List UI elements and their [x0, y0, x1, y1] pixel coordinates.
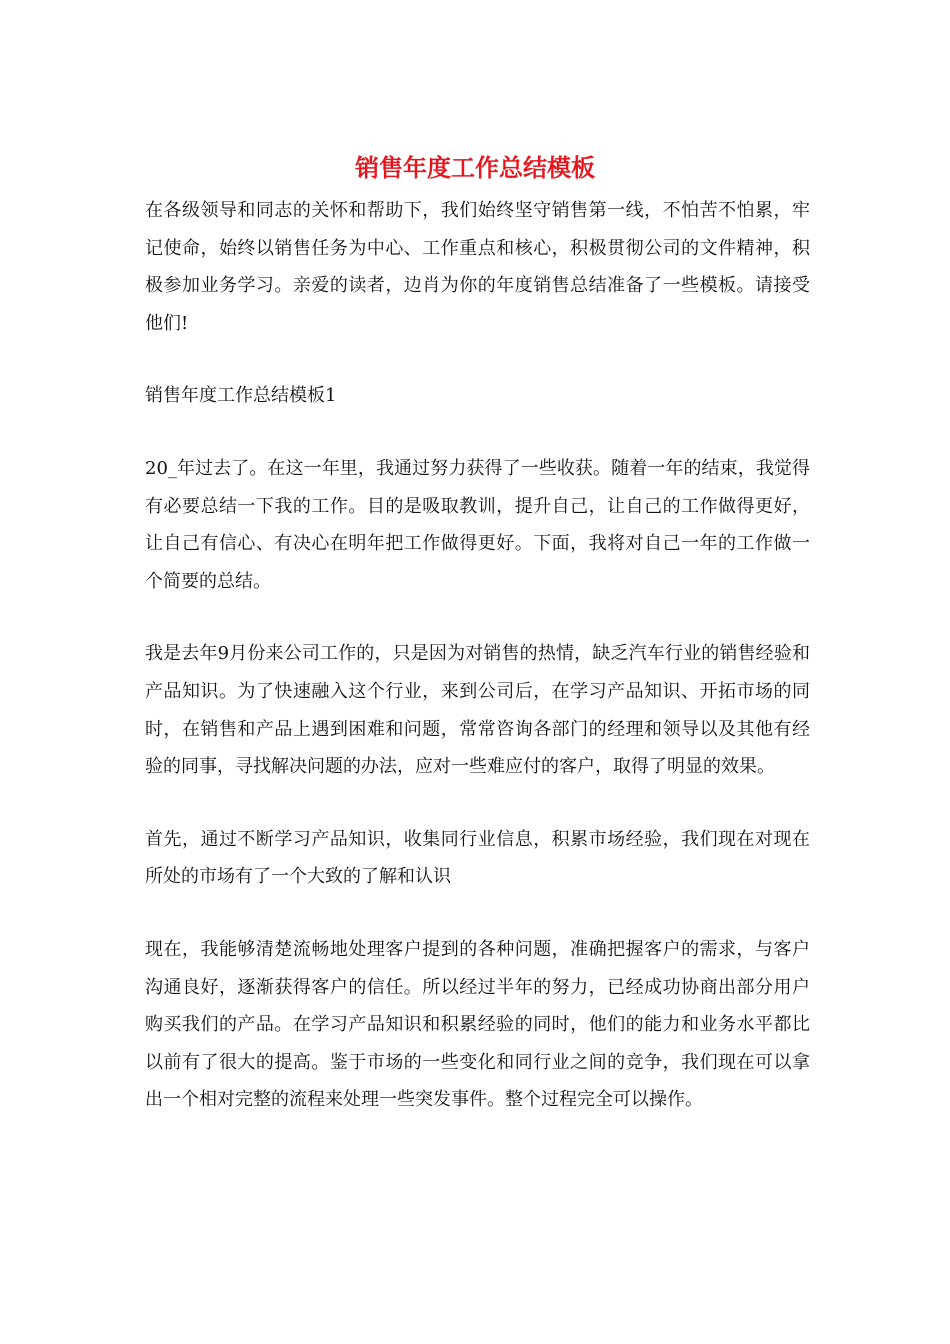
body-paragraph-1: 20_年过去了。在这一年里，我通过努力获得了一些收获。随着一年的结束，我觉得有必要总结一下我的工作。目的是吸取教训，提升自己，让自己的工作做得更好，让自己有信心、有决心在明年把工作做得更好。下面，我将对自己一年的工作做一个简要的总结。 [145, 457, 810, 592]
document-body [145, 192, 810, 1154]
section-heading: 销售年度工作总结模板1 [145, 385, 337, 407]
body-paragraph-3: 首先，通过不断学习产品知识，收集同行业信息，积累市场经验，我们现在对现在所处的市场有了一个大致的了解和认识 [145, 828, 810, 888]
intro-paragraph: 在各级领导和同志的关怀和帮助下，我们始终坚守销售第一线，不怕苦不怕累，牢记使命，始终以销售任务为中心、工作重点和核心，积极贯彻公司的文件精神，积极参加业务学习。亲爱的读者，边肖为你的年度销售总结准备了一些模板。请接受他们! [145, 200, 810, 334]
body-paragraph-4: 现在，我能够清楚流畅地处理客户提到的各种问题，准确把握客户的需求，与客户沟通良好，逐渐获得客户的信任。所以经过半年的努力，已经成功协商出部分用户购买我们的产品。在学习产品知识和积累经验的同时，他们的能力和业务水平都比以前有了很大的提高。鉴于市场的一些变化和同行业之间的竞争，我们现在可以拿出一个相对完整的流程来处理一些突发事件。整个过程完全可以操作。 [145, 938, 810, 1111]
document-title: 销售年度工作总结模板 [355, 153, 595, 182]
body-paragraph-2: 我是去年9月份来公司工作的，只是因为对销售的热情，缺乏汽车行业的销售经验和产品知识。为了快速融入这个行业，来到公司后，在学习产品知识、开拓市场的同时，在销售和产品上遇到困难和问题，常常咨询各部门的经理和领导以及其他有经验的同事，寻找解决问题的办法，应对一些难应付的客户，取得了明显的效果。 [145, 643, 810, 778]
